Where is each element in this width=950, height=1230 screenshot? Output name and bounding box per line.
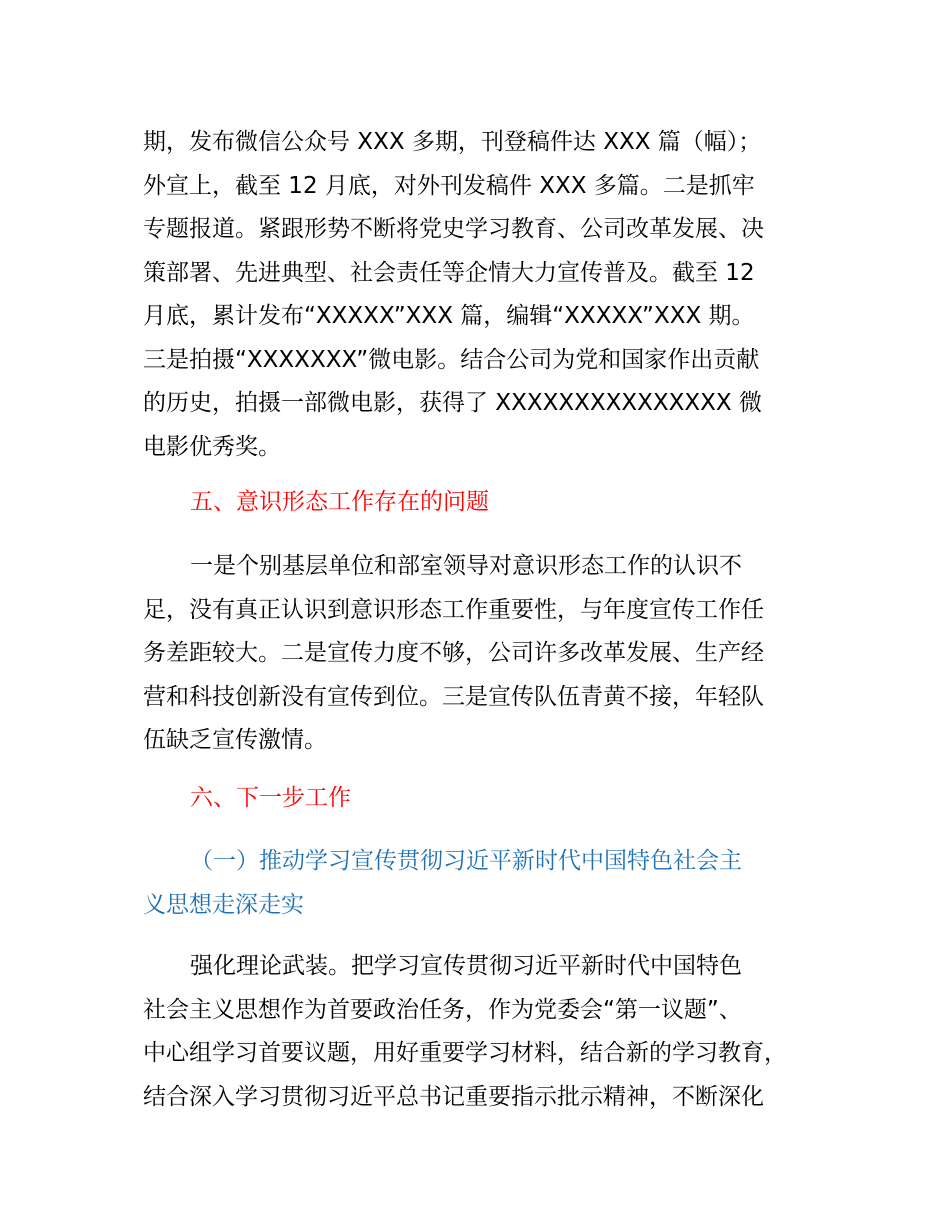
text-line: 结合深入学习贯彻习近平总书记重要指示批示精神，不断深化 — [143, 1083, 764, 1110]
text-line: 策部署、先进典型、社会责任等企情大力宣传普及。截至 12 — [143, 259, 755, 286]
text-line: 营和科技创新没有宣传到位。三是宣传队伍青黄不接，年轻队 — [143, 683, 764, 710]
text-line: 务差距较大。二是宣传力度不够，公司许多改革发展、生产经 — [143, 640, 764, 666]
text-line: 强化理论武装。把学习宣传贯彻习近平新时代中国特色 — [190, 953, 742, 979]
subheading-line: 义思想走深走实 — [143, 891, 304, 918]
section-heading-6 — [143, 777, 843, 821]
section-heading-5 — [143, 481, 843, 525]
text-line: 外宣上，截至 12 月底，对外刊发稿件 XXX 多篇。二是抓牢 — [143, 172, 755, 199]
text-line: 足，没有真正认识到意识形态工作重要性，与年度宣传工作任 — [143, 596, 764, 623]
text-line: 一是个别基层单位和部室领导对意识形态工作的认识不 — [190, 553, 742, 579]
text-line: 伍缺乏宣传激情。 — [143, 727, 327, 753]
text-line: 月底，累计发布“XXXXX”XXX 篇，编辑“XXXXX”XXX 期。 — [143, 303, 755, 329]
text-line: 中心组学习首要议题，用好重要学习材料，结合新的学习教育， — [143, 1040, 787, 1066]
paragraph-problems — [143, 545, 843, 763]
text-line: 三是拍摄“XXXXXXX”微电影。结合公司为党和国家作出贡献 — [143, 346, 760, 373]
text-line: 的历史，拍摄一部微电影，获得了 XXXXXXXXXXXXXXX 微 — [143, 390, 762, 416]
section-heading-problems: 五、意识形态工作存在的问题 — [190, 489, 489, 515]
section-heading-next-steps: 六、下一步工作 — [190, 785, 351, 811]
paragraph-theory — [143, 945, 843, 1119]
subheading-line: （一）推动学习宣传贯彻习近平新时代中国特色社会主 — [190, 848, 742, 874]
subsection-heading-1 — [143, 840, 843, 927]
paragraph-publicity-results — [143, 121, 843, 469]
text-line: 期，发布微信公众号 XXX 多期，刊登稿件达 XXX 篇（幅）； — [143, 129, 762, 155]
text-line: 电影优秀奖。 — [143, 433, 281, 460]
text-line: 专题报道。紧跟形势不断将党史学习教育、公司改革发展、决 — [143, 216, 764, 242]
text-line: 社会主义思想作为首要政治任务，作为党委会“第一议题”、 — [143, 996, 742, 1023]
